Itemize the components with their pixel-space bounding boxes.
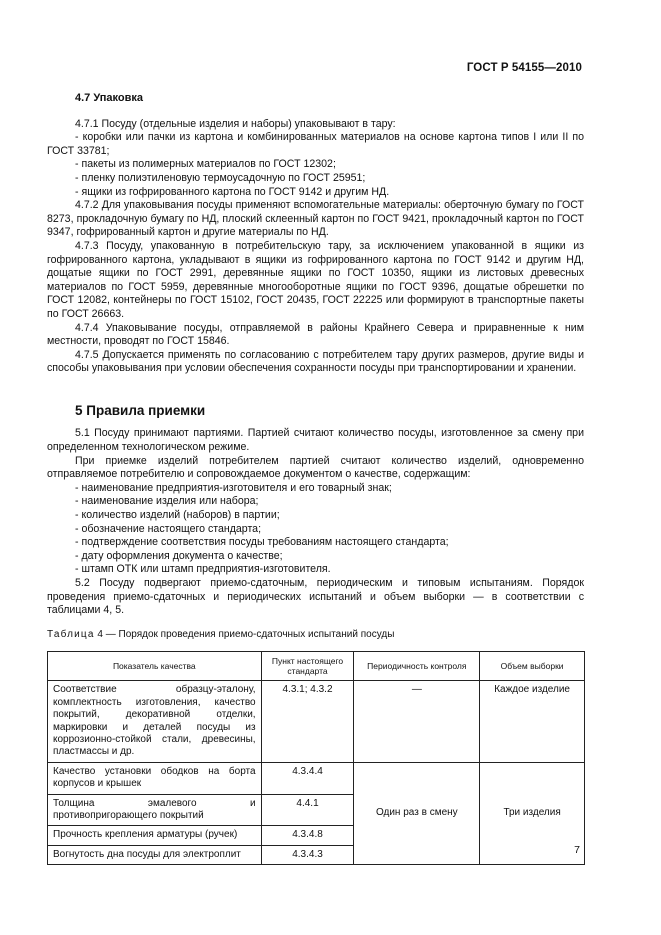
list-item: - дату оформления документа о качестве; xyxy=(75,549,283,562)
paragraph-4-7-2: 4.7.2 Для упаковывания посуды применяют вспомогательные материалы: оберточную бумагу по ГОСТ 8273, прокладочную бумагу по НД, плоский склеенный картон по ГОСТ 9421, прокладочный картон по ГОСТ 9347, гофрированный картон и другие материалы по НД. xyxy=(47,199,584,239)
table-cell: Толщина эмалевого и противопригорающего покрытий xyxy=(48,794,262,826)
table-cell: Соответствие образцу-эталону, комплектность изготовления, качество покрытий, декоративной отделки, маркировки и деталей посуды из коррозионно-стойкой стали, древесины, пластмассы и др. xyxy=(48,681,262,762)
list-item: - пленку полиэтиленовую термоусадочную по ГОСТ 25951; xyxy=(75,171,366,184)
table-cell: — xyxy=(354,681,480,762)
list-item: - ящики из гофрированного картона по ГОСТ 9142 и другим НД. xyxy=(75,185,390,198)
list-item: - наименование предприятия-изготовителя и его товарный знак; xyxy=(75,481,392,494)
table-row xyxy=(48,681,585,762)
column-header: Объем выборки xyxy=(480,652,585,681)
table-cell: Один раз в смену xyxy=(354,762,480,864)
list-item: - штамп ОТК или штамп предприятия-изготовителя. xyxy=(75,563,331,576)
table-caption-text: 4 — Порядок проведения приемо-сдаточных испытаний посуды xyxy=(97,628,395,640)
column-header: Показатель качества xyxy=(48,652,262,681)
list-item: - наименование изделия или набора; xyxy=(75,495,259,508)
section-4-7-heading: 4.7 Упаковка xyxy=(75,92,143,104)
paragraph-5-2: 5.2 Посуду подвергают приемо-сдаточным, периодическим и типовым испытаниям. Порядок проведения приемо-сдаточных и периодических испытаний и объем выборки — в соответствии с таблицами 4, 5. xyxy=(47,577,584,617)
table-header-row xyxy=(48,652,585,681)
list-item: - обозначение настоящего стандарта; xyxy=(75,522,262,535)
table-cell: 4.3.1; 4.3.2 xyxy=(261,681,354,762)
list-item: - пакеты из полимерных материалов по ГОСТ 12302; xyxy=(75,158,336,171)
table-cell: Три изделия xyxy=(480,762,585,864)
table-cell: 4.3.4.8 xyxy=(261,826,354,845)
table-cell: 4.3.4.4 xyxy=(261,762,354,794)
list-item: - коробки или пачки из картона и комбинированных материалов на основе картона типов I или II по ГОСТ 33781; xyxy=(47,131,584,157)
list-item: - подтверждение соответствия посуды требованиям настоящего стандарта; xyxy=(75,536,449,549)
table-cell: 4.4.1 xyxy=(261,794,354,826)
table-cell: Каждое изделие xyxy=(480,681,585,762)
acceptance-tests-table xyxy=(47,651,585,865)
paragraph-4-7-3: 4.7.3 Посуду, упакованную в потребительскую тару, за исключением упакованной в ящики из гофрированного картона, укладывают в ящики из гофрированного картона по ГОСТ 9142 и другим НД, дощатые ящики по ГОСТ 2991, деревянные ящики по ГОСТ 10350, ящики из листовых древесных материалов по ГОСТ 5959, деревянные многооборотные ящики по ГОСТ 9396, дощатые обрешетки по ГОСТ 12082, контейнеры по ГОСТ 15102, ГОСТ 20435, ГОСТ 22225 или формируют в транспортные пакеты по ГОСТ 26663. xyxy=(47,239,584,320)
column-header: Пункт настоящего стандарта xyxy=(261,652,354,681)
table-cell: Вогнутость дна посуды для электроплит xyxy=(48,845,262,864)
section-5-heading: 5 Правила приемки xyxy=(75,402,206,418)
table-caption-label: Таблица xyxy=(47,628,95,640)
paragraph-5-1: 5.1 Посуду принимают партиями. Партией считают количество посуды, изготовленное за смену при определенном технологическом режиме. xyxy=(47,427,584,454)
list-item: - количество изделий (наборов) в партии; xyxy=(75,509,280,522)
page-number: 7 xyxy=(574,844,580,856)
paragraph-4-7-4: 4.7.4 Упаковывание посуды, отправляемой в районы Крайнего Севера и приравненные к ним местности, проводят по ГОСТ 15846. xyxy=(47,321,584,348)
table-cell: Прочность крепления арматуры (ручек) xyxy=(48,826,262,845)
paragraph-4-7-1: 4.7.1 Посуду (отдельные изделия и наборы) упаковывают в тару: xyxy=(75,117,396,130)
table-row xyxy=(48,762,585,794)
page-content xyxy=(47,92,584,865)
table-cell: 4.3.4.3 xyxy=(261,845,354,864)
table-cell: Качество установки ободков на борта корпусов и крышек xyxy=(48,762,262,794)
paragraph-5-1-b: При приемке изделий потребителем партией считают количество изделий, одновременно отправляемое потребителю и сопровождаемое документом о качестве, содержащим: xyxy=(47,454,584,481)
document-code: ГОСТ Р 54155—2010 xyxy=(466,62,582,74)
paragraph-4-7-5: 4.7.5 Допускается применять по согласованию с потребителем тару других размеров, другие виды и способы упаковывания при условии обеспечения сохранности посуды при транспортировании и хранении. xyxy=(47,348,584,375)
column-header: Периодичность контроля xyxy=(354,652,480,681)
table-caption xyxy=(47,628,584,642)
